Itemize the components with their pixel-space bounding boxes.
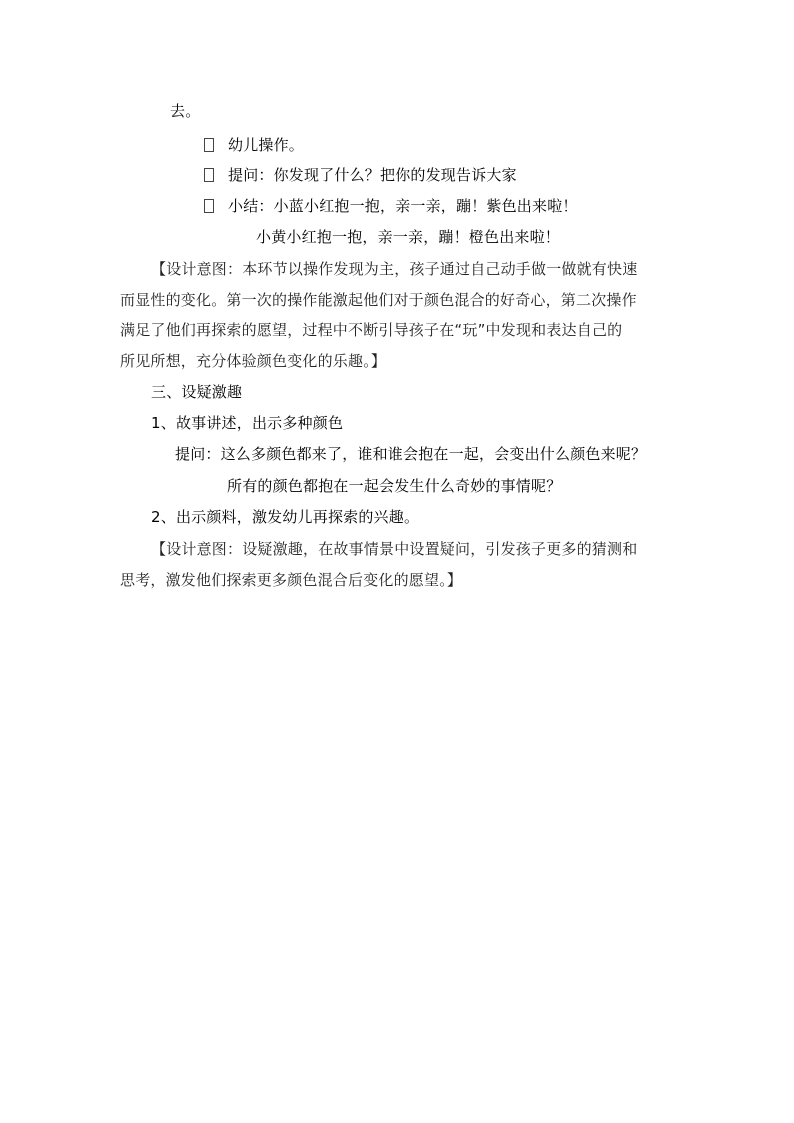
square-bullet-icon xyxy=(204,138,214,152)
design-note-1-line-1: 【设计意图：本环节以操作发现为主，孩子通过自己动手做一做就有快速 xyxy=(151,260,638,278)
list-item-1: 1、故事讲述，出示多种颜色 xyxy=(151,414,344,432)
question-line-1: 提问：这么多颜色都来了，谁和谁会抱在一起，会变出什么颜色来呢？ xyxy=(175,445,647,463)
square-bullet-icon xyxy=(204,168,214,182)
bullet-item-operation xyxy=(204,135,304,155)
design-note-1-line-4: 所见所想，充分体验颜色变化的乐趣。】 xyxy=(120,352,387,370)
bullet-item-question xyxy=(204,165,517,185)
bullet-text: 幼儿操作。 xyxy=(228,136,305,154)
list-item-2: 2、出示颜料，激发幼儿再探索的兴趣。 xyxy=(151,508,420,526)
bullet-text: 提问：你发现了什么？把你的发现告诉大家 xyxy=(228,166,517,184)
continued-line: 去。 xyxy=(170,102,201,120)
bullet-text: 小结：小蓝小红抱一抱，亲一亲，蹦！紫色出来啦！ xyxy=(228,197,578,215)
design-note-2-line-2: 思考，激发他们探索更多颜色混合后变化的愿望。】 xyxy=(120,571,463,589)
question-line-2: 所有的颜色都抱在一起会发生什么奇妙的事情呢？ xyxy=(227,477,562,495)
bullet-item-summary xyxy=(204,196,578,216)
square-bullet-icon xyxy=(204,199,214,213)
design-note-1-line-2: 而显性的变化。第一次的操作能激起他们对于颜色混合的好奇心，第二次操作 xyxy=(120,291,637,309)
design-note-1-line-3: 满足了他们再探索的愿望，过程中不断引导孩子在“玩”中发现和表达自己的 xyxy=(120,321,623,339)
design-note-2-line-1: 【设计意图：设疑激趣，在故事情景中设置疑问，引发孩子更多的猜测和 xyxy=(151,540,638,558)
summary-line-2: 小黄小红抱一抱，亲一亲，蹦！橙色出来啦！ xyxy=(256,228,561,246)
section-heading-three: 三、设疑激趣 xyxy=(151,383,243,401)
